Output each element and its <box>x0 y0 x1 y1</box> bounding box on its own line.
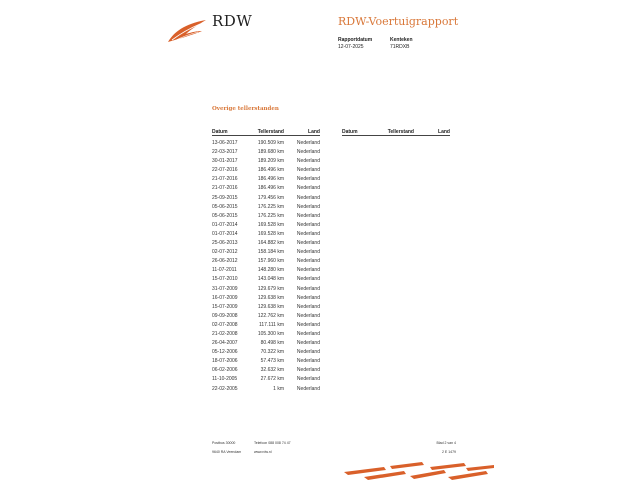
cell-date: 05-12-2006 <box>212 349 238 356</box>
table-row <box>212 212 320 221</box>
cell-country: Nederland <box>296 221 320 228</box>
report-date-value: 12-07-2025 <box>338 44 364 50</box>
cell-odometer: 158.184 km <box>257 249 284 256</box>
cell-odometer: 105.300 km <box>257 330 284 337</box>
table-row <box>212 312 320 321</box>
table-row <box>212 166 320 175</box>
cell-date: 05-06-2015 <box>212 203 238 210</box>
cell-date: 21-07-2016 <box>212 185 238 192</box>
cell-country: Nederland <box>296 267 320 274</box>
cell-country: Nederland <box>296 349 320 356</box>
rdw-stripe-graphic-icon <box>344 462 494 480</box>
footer-line: www.rdw.nl <box>254 449 272 454</box>
cell-odometer: 143.048 km <box>257 276 284 283</box>
plate-value: 71RDXB <box>390 44 410 50</box>
cell-date: 21-02-2008 <box>212 330 238 337</box>
report-date-block <box>338 37 372 51</box>
table-row <box>212 303 320 312</box>
cell-country: Nederland <box>296 158 320 165</box>
cell-odometer: 32.632 km <box>260 367 284 374</box>
col-header-country: Land <box>308 129 320 135</box>
cell-date: 22-07-2016 <box>212 167 238 174</box>
table-row <box>212 285 320 294</box>
cell-odometer: 189.680 km <box>257 149 284 156</box>
cell-odometer: 164.882 km <box>257 240 284 247</box>
table-row <box>212 184 320 193</box>
cell-date: 16-07-2009 <box>212 294 238 301</box>
cell-country: Nederland <box>296 312 320 319</box>
table-row <box>212 357 320 366</box>
table-header <box>342 129 450 136</box>
rdw-logo-icon <box>166 18 208 44</box>
cell-odometer: 169.528 km <box>257 221 284 228</box>
table-row <box>212 294 320 303</box>
cell-country: Nederland <box>296 376 320 383</box>
table-row <box>212 375 320 384</box>
table-row <box>212 139 320 148</box>
cell-date: 09-09-2008 <box>212 312 238 319</box>
table-body <box>212 139 320 394</box>
cell-odometer: 169.528 km <box>257 230 284 237</box>
cell-country: Nederland <box>296 276 320 283</box>
odometer-table-right <box>342 129 450 139</box>
footer-line: Postbus 30000 <box>212 441 236 445</box>
plate-label: Kenteken <box>390 37 413 43</box>
table-row <box>212 348 320 357</box>
cell-date: 25-06-2013 <box>212 240 238 247</box>
cell-odometer: 129.679 km <box>257 285 284 292</box>
cell-country: Nederland <box>296 340 320 347</box>
cell-odometer: 27.672 km <box>260 376 284 383</box>
cell-odometer: 148.280 km <box>257 267 284 274</box>
cell-date: 15-07-2009 <box>212 303 238 310</box>
cell-country: Nederland <box>296 194 320 201</box>
cell-date: 22-03-2017 <box>212 149 238 156</box>
table-row <box>212 230 320 239</box>
cell-date: 05-06-2015 <box>212 212 238 219</box>
cell-odometer: 186.496 km <box>257 167 284 174</box>
cell-date: 02-07-2012 <box>212 249 238 256</box>
cell-odometer: 186.496 km <box>257 176 284 183</box>
page-number: Blad 2 van 4 <box>436 441 456 445</box>
footer-page-info <box>437 439 456 456</box>
cell-odometer: 129.638 km <box>257 294 284 301</box>
cell-country: Nederland <box>296 367 320 374</box>
cell-odometer: 117.111 km <box>258 321 284 328</box>
cell-odometer: 1 km <box>273 385 284 392</box>
cell-odometer: 189.209 km <box>257 158 284 165</box>
cell-date: 11-10-2005 <box>212 376 238 383</box>
footer-line: Telefoon 088 008 74 47 <box>254 441 291 445</box>
cell-odometer: 157.960 km <box>257 258 284 265</box>
table-row <box>212 339 320 348</box>
footer-line: 9640 RA Veendam <box>212 449 242 454</box>
report-title: RDW-Voertuigrapport <box>338 15 459 28</box>
document-code: 2 E 1479 <box>441 449 456 454</box>
cell-odometer: 179.456 km <box>257 194 284 201</box>
cell-country: Nederland <box>296 230 320 237</box>
table-row <box>212 203 320 212</box>
cell-date: 21-07-2016 <box>212 176 238 183</box>
cell-odometer: 80.498 km <box>260 340 284 347</box>
logo-text: RDW <box>212 12 253 30</box>
table-row <box>212 257 320 266</box>
cell-date: 26-06-2012 <box>212 258 238 265</box>
cell-country: Nederland <box>296 330 320 337</box>
footer-contact <box>254 439 291 456</box>
cell-date: 15-07-2010 <box>212 276 238 283</box>
cell-country: Nederland <box>296 258 320 265</box>
cell-date: 11-07-2011 <box>212 267 237 274</box>
col-header-odometer: Tellerstand <box>257 129 284 135</box>
col-header-country: Land <box>438 129 450 135</box>
cell-country: Nederland <box>296 285 320 292</box>
plate-block <box>390 37 413 51</box>
cell-date: 26-04-2007 <box>212 340 238 347</box>
cell-country: Nederland <box>296 176 320 183</box>
cell-country: Nederland <box>296 303 320 310</box>
cell-country: Nederland <box>296 240 320 247</box>
cell-date: 13-06-2017 <box>212 140 238 146</box>
table-row <box>212 321 320 330</box>
table-row <box>212 175 320 184</box>
cell-country: Nederland <box>296 385 320 392</box>
cell-country: Nederland <box>296 167 320 174</box>
cell-country: Nederland <box>296 203 320 210</box>
cell-date: 02-07-2008 <box>212 321 238 328</box>
table-header <box>212 129 320 136</box>
table-row <box>212 194 320 203</box>
cell-odometer: 70.322 km <box>260 349 284 356</box>
cell-country: Nederland <box>296 321 320 328</box>
table-row <box>212 248 320 257</box>
cell-date: 01-07-2014 <box>212 221 238 228</box>
cell-odometer: 122.762 km <box>257 312 284 319</box>
cell-date: 25-09-2015 <box>212 194 238 201</box>
table-row <box>212 266 320 275</box>
col-header-date: Datum <box>342 129 358 135</box>
cell-odometer: 57.473 km <box>260 358 284 365</box>
cell-country: Nederland <box>296 358 320 365</box>
cell-odometer: 186.496 km <box>257 185 284 192</box>
section-title: Overige tellerstanden <box>212 106 279 112</box>
col-header-date: Datum <box>212 129 228 135</box>
table-row <box>212 275 320 284</box>
cell-date: 30-01-2017 <box>212 158 238 165</box>
cell-country: Nederland <box>296 140 320 146</box>
cell-date: 31-07-2009 <box>212 285 238 292</box>
table-row <box>212 385 320 394</box>
col-header-odometer: Tellerstand <box>387 129 414 135</box>
cell-country: Nederland <box>296 185 320 192</box>
cell-odometer: 129.638 km <box>257 303 284 310</box>
cell-date: 18-07-2006 <box>212 358 238 365</box>
table-row <box>212 157 320 166</box>
cell-country: Nederland <box>296 294 320 301</box>
cell-country: Nederland <box>296 149 320 156</box>
cell-date: 22-02-2005 <box>212 385 238 392</box>
cell-odometer: 176.225 km <box>257 203 284 210</box>
table-row <box>212 148 320 157</box>
report-date-label: Rapportdatum <box>338 37 373 43</box>
cell-date: 06-02-2006 <box>212 367 238 374</box>
footer-address <box>212 439 241 456</box>
table-row <box>212 330 320 339</box>
cell-odometer: 176.225 km <box>257 212 284 219</box>
cell-country: Nederland <box>296 249 320 256</box>
table-row <box>212 366 320 375</box>
table-row <box>212 239 320 248</box>
cell-odometer: 190.509 km <box>257 140 284 146</box>
odometer-table-left <box>212 129 320 394</box>
cell-country: Nederland <box>296 212 320 219</box>
cell-date: 01-07-2014 <box>212 230 238 237</box>
table-row <box>212 221 320 230</box>
